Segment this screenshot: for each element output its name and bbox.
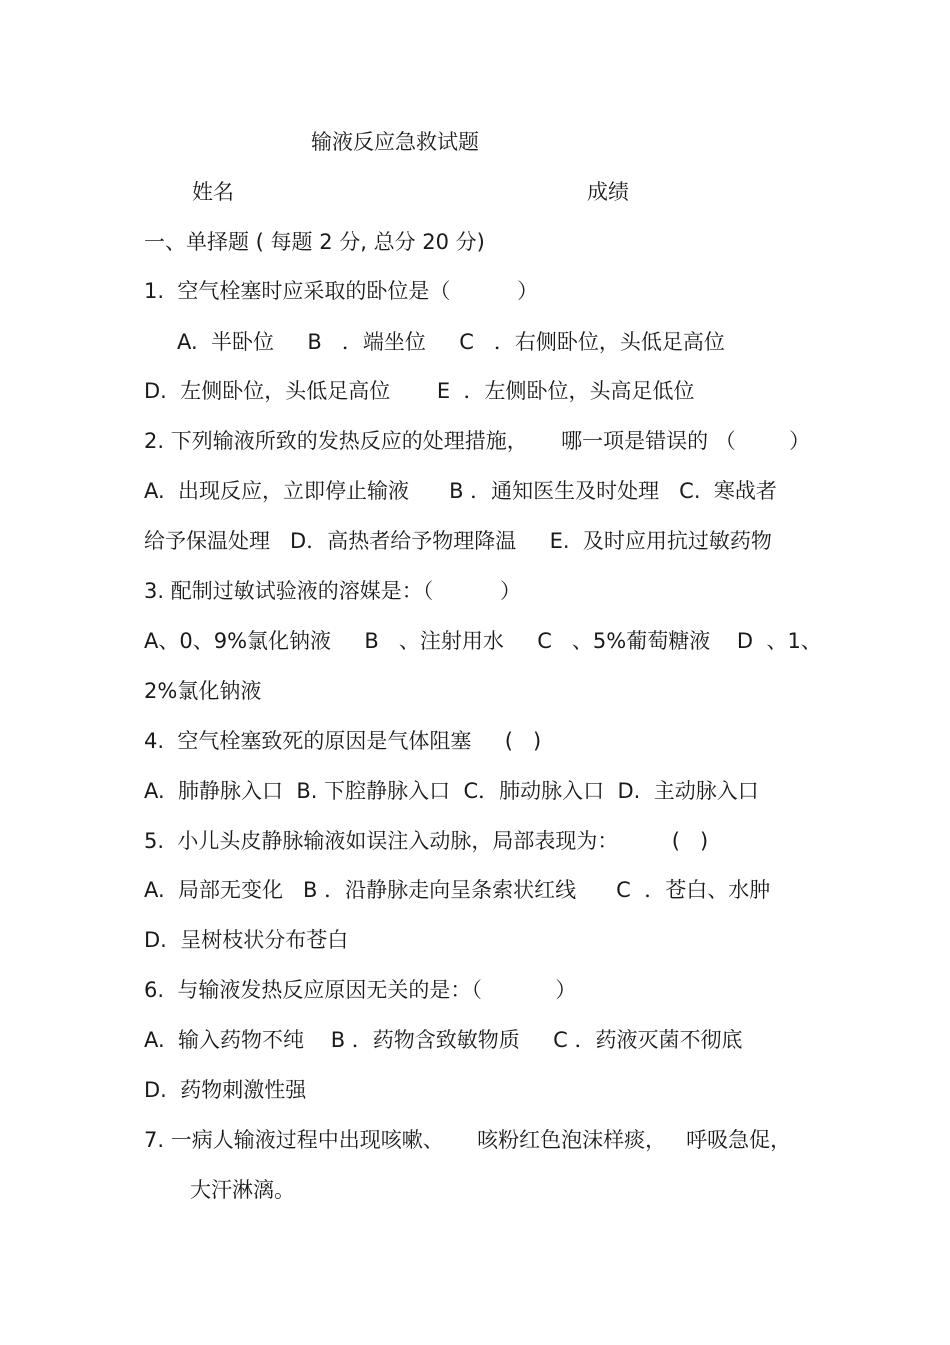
question-4: 4. 空气栓塞致死的原因是气体阻塞 ( ) bbox=[144, 729, 542, 753]
question-5-options-a: A. 局部无变化 B ．沿静脉走向呈条索状红线 C ．苍白、水肿 bbox=[144, 878, 771, 902]
question-3-options-a: A、0、9%氯化钠液 B 、注射用水 C 、5%葡萄糖液 D 、1、 bbox=[144, 629, 822, 653]
question-2-options-b: 给予保温处理 D．高热者给予物理降温 E. 及时应用抗过敏药物 bbox=[144, 529, 772, 553]
name-label: 姓名 bbox=[192, 180, 234, 204]
question-1: 1. 空气栓塞时应采取的卧位是（ ） bbox=[144, 279, 539, 303]
question-2: 2. 下列输液所致的发热反应的处理措施， 哪一项是错误的 （ ） bbox=[144, 429, 811, 453]
question-7: 7. 一病人输液过程中出现咳嗽、 咳粉红色泡沫样痰， 呼吸急促， bbox=[144, 1128, 792, 1152]
question-2-options-a: A. 出现反应，立即停止输液 B ．通知医生及时处理 C. 寒战者 bbox=[144, 479, 777, 503]
question-1-options-b: D. 左侧卧位，头低足高位 E ．左侧卧位，头高足低位 bbox=[144, 379, 695, 403]
page-title: 输液反应急救试题 bbox=[311, 130, 479, 154]
question-5: 5. 小儿头皮静脉输液如误注入动脉，局部表现为： ( ) bbox=[144, 829, 709, 853]
question-3: 3. 配制过敏试验液的溶媒是：（ ） bbox=[144, 579, 521, 603]
question-4-options: A. 肺静脉入口 B. 下腔静脉入口 C．肺动脉入口 D. 主动脉入口 bbox=[144, 779, 759, 803]
question-3-options-b: 2%氯化钠液 bbox=[144, 679, 262, 703]
question-5-options-b: D. 呈树枝状分布苍白 bbox=[144, 928, 349, 952]
question-7-continuation: 大汗淋漓。 bbox=[190, 1178, 295, 1202]
question-6-options-b: D. 药物刺激性强 bbox=[144, 1078, 307, 1102]
section-heading: 一、单择题 ( 每题 2 分, 总分 20 分) bbox=[144, 230, 485, 254]
question-6-options-a: A. 输入药物不纯 B ．药物含致敏物质 C ．药液灭菌不彻底 bbox=[144, 1028, 743, 1052]
question-1-options-a: A. 半卧位 B ．端坐位 C ．右侧卧位，头低足高位 bbox=[177, 330, 725, 354]
score-label: 成绩 bbox=[587, 180, 629, 204]
question-6: 6. 与输液发热反应原因无关的是：（ ） bbox=[144, 978, 577, 1002]
